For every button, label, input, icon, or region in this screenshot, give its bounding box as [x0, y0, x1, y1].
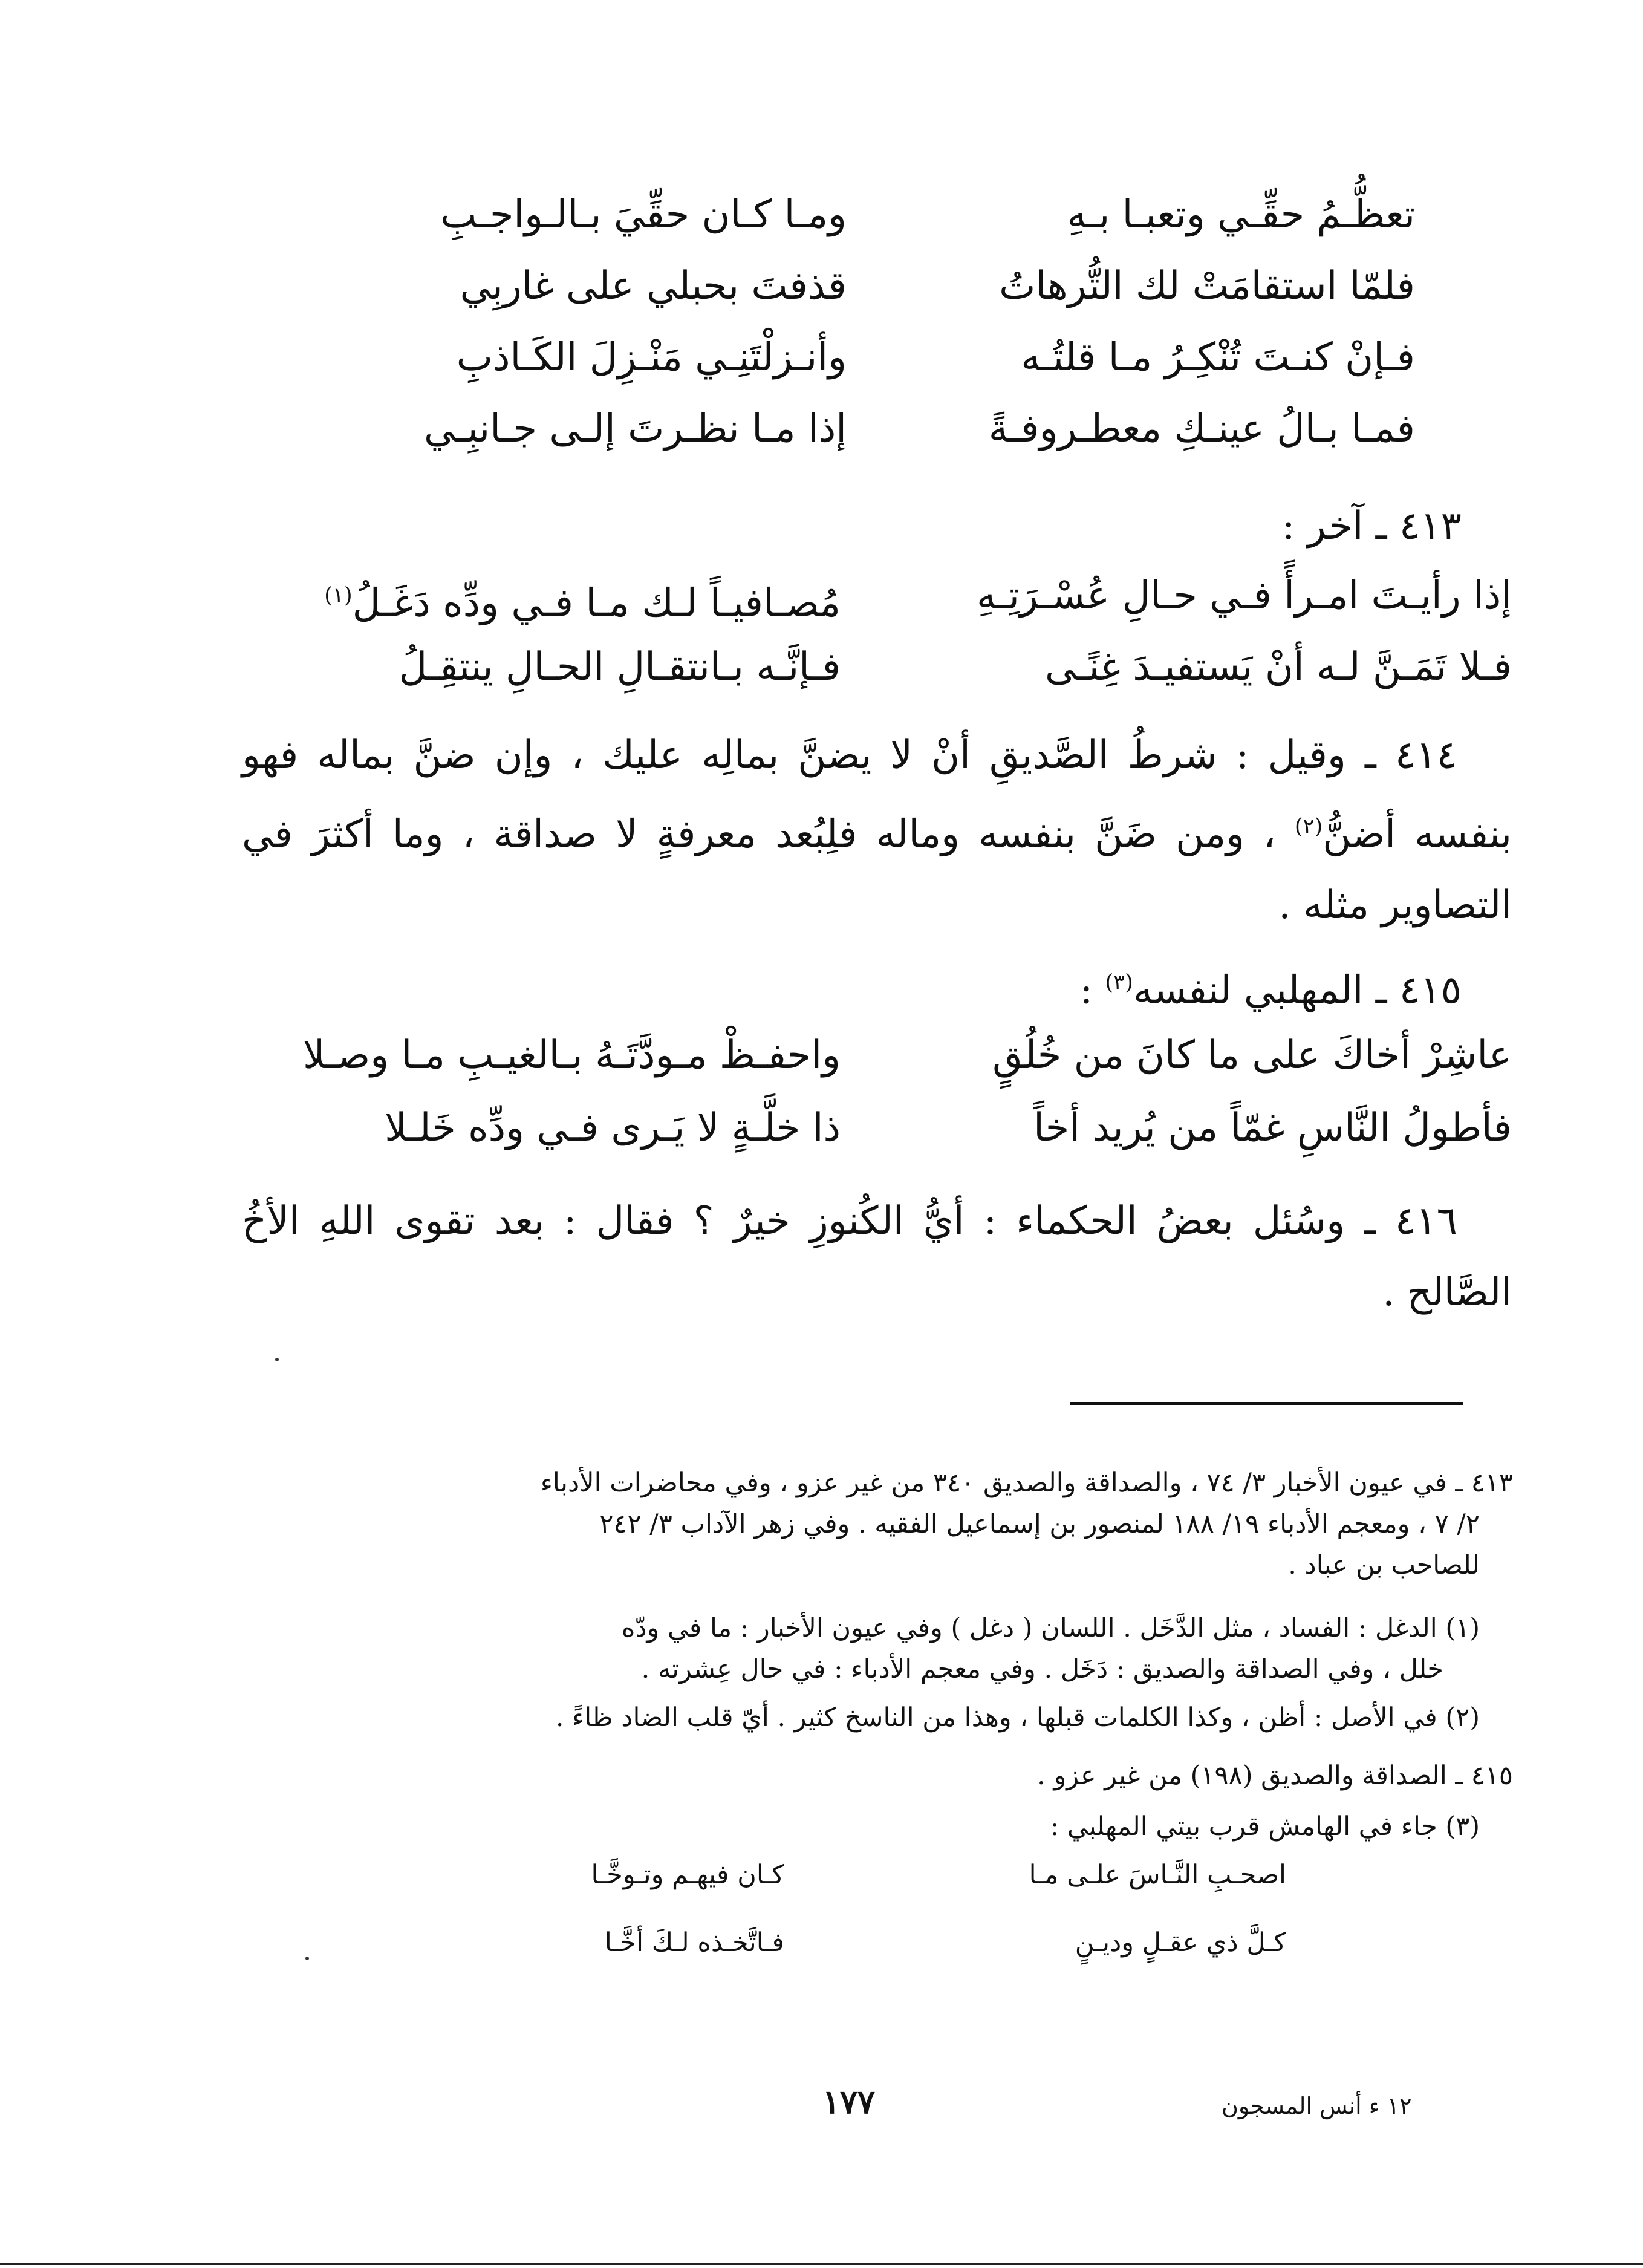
verse-first-hemistich: تعظُّـمُ حقِّـي وتعبـا بـهِ [1067, 192, 1415, 237]
item-415-title: ٤١٥ ـ المهلبي لنفسه [1133, 968, 1462, 1013]
item-416-paragraph: ٤١٦ ـ وسُئل بعضُ الحكماء : أيُّ الكُنوزِ خيرٌ ؟ فقال : بعد تقوى اللهِ الأخُ الصَّالح . [242, 1199, 1512, 1315]
verse-second-hemistich: واحفـظْ مـودَّتَـهُ بـالغيـبِ مـا وصـلا [302, 1033, 841, 1078]
footnote-verse-second: كـان فيهـم وتـوخَّـا [591, 1860, 784, 1890]
item-415-heading [1080, 950, 1462, 1023]
verse-row [339, 396, 1415, 462]
verse-first-hemistich: إذا رأيـتَ امـرأً فـي حـالِ عُسْـرَتِـهِ [977, 573, 1512, 618]
verse-second-hemistich: قذفتَ بحبلي على غاربِي [460, 264, 847, 308]
verse-row [242, 1095, 1512, 1161]
speck [305, 1957, 309, 1960]
verse-row [339, 253, 1415, 319]
footnote-line: (١) الدغل : الفساد ، مثل الدَّخَل . اللسان ( دغل ) وفي عيون الأخبار : ما في ودّه [621, 1613, 1480, 1643]
item-414-paragraph [242, 720, 1512, 941]
verse-second-hemistich: فـإنَّـه بـانتقـالِ الحـالِ ينتقِـلُ [399, 645, 841, 689]
footnote-marker: (٣) [1105, 970, 1133, 995]
footnote-verse-first: كـلَّ ذي عقـلٍ وديـنٍ [1075, 1927, 1286, 1958]
verse-second-hemistich: إذا مـا نظـرتَ إلـى جـانبِـي [424, 406, 847, 451]
footnote-separator [1070, 1402, 1463, 1405]
verse-text: مُصـافيـاً لـك مـا فـي ودِّه دَغَـلُ [352, 581, 841, 626]
verse-second-hemistich [242, 562, 841, 636]
item-414-text-cont: ، ومن ضَنَّ بنفسه وماله فلِبُعد معرفةٍ لا صداقة ، وما أكثرَ في التصاوير مثله . [242, 812, 1512, 928]
verse-second-hemistich: ذا خلَّـةٍ لا يَـرى فـي ودِّه خَلـلا [385, 1106, 841, 1150]
verse-first-hemistich: عاشِرْ أخاكَ على ما كانَ من خُلُقٍ [992, 1033, 1512, 1078]
footnote-line: (٢) في الأصل : أظن ، وكذا الكلمات قبلها ، وهذا من الناسخ كثير . أيّ قلب الضاد ظاءً . [555, 1703, 1480, 1733]
volume-signature: ١٢ ء أنس المسجون [1222, 2093, 1412, 2119]
item-415-colon: : [1079, 968, 1105, 1013]
verse-second-hemistich: ومـا كـان حقِّيَ بـالـواجـبِ [440, 192, 847, 237]
verse-first-hemistich: فـإنْ كنـتَ تُنْكِـرُ مـا قلتُـه [1021, 335, 1415, 380]
verse-second-hemistich: وأنـزلْتَنِـي مَنْـزِلَ الكَـاذبِ [456, 335, 847, 380]
scan-edge-line [0, 2263, 1643, 2265]
verse-first-hemistich: فلمّا استقامَتْ لك التُّرهاتُ [999, 264, 1415, 308]
footnote-marker: (٢) [1294, 814, 1323, 839]
footnote-verse-first: اصحـبِ النَّـاسَ علـى مـا [1029, 1860, 1286, 1890]
speck [275, 1358, 279, 1361]
item-413-heading: ٤١٣ ـ آخر : [1281, 504, 1462, 549]
footnote-line: ٤١٥ ـ الصداقة والصديق (١٩٨) من غير عزو . [1037, 1761, 1513, 1791]
item-414-text: ٤١٤ ـ وقيل : شرطُ الصَّديقِ أنْ لا يضنَّ بمالِه عليك ، وإن ضنَّ بماله فهو بنفسه أضنُّ [242, 733, 1512, 857]
verse-row [242, 634, 1512, 700]
verse-first-hemistich: فـلا تَمَـنَّ لـه أنْ يَستفيـدَ غِنًـى [1045, 645, 1512, 689]
page-number: ١٧٧ [822, 2082, 876, 2121]
verse-first-hemistich: فمـا بـالُ عينـكِ معطـروفـةً [988, 406, 1415, 451]
footnote-marker: (١) [324, 583, 353, 608]
verse-row [242, 1022, 1512, 1089]
verse-row [242, 562, 1512, 629]
verse-row [339, 324, 1415, 391]
verse-row [339, 181, 1415, 248]
footnote-line: ٤١٣ ـ في عيون الأخبار ٣/ ٧٤ ، والصداقة والصديق ٣٤٠ من غير عزو ، وفي محاضرات الأدباء [540, 1468, 1513, 1498]
footnote-line: للصاحب بن عباد . [1288, 1550, 1480, 1580]
footnote-line: ٢/ ٧ ، ومعجم الأدباء ١٩/ ١٨٨ لمنصور بن إسماعيل الفقيه . وفي زهر الآداب ٣/ ٢٤٢ [599, 1509, 1480, 1539]
footnote-verse-second: فـاتَّخـذه لـكَ أخَّـا [604, 1927, 784, 1958]
footnote-line: (٣) جاء في الهامش قرب بيتي المهلبي : [1050, 1811, 1480, 1842]
footnote-line: خلل ، وفي الصداقة والصديق : دَخَل . وفي معجم الأدباء : في حال عِشرته . [641, 1654, 1443, 1684]
verse-first-hemistich: فأطولُ النَّاسِ غمّاً من يُريد أخاً [1033, 1106, 1512, 1150]
